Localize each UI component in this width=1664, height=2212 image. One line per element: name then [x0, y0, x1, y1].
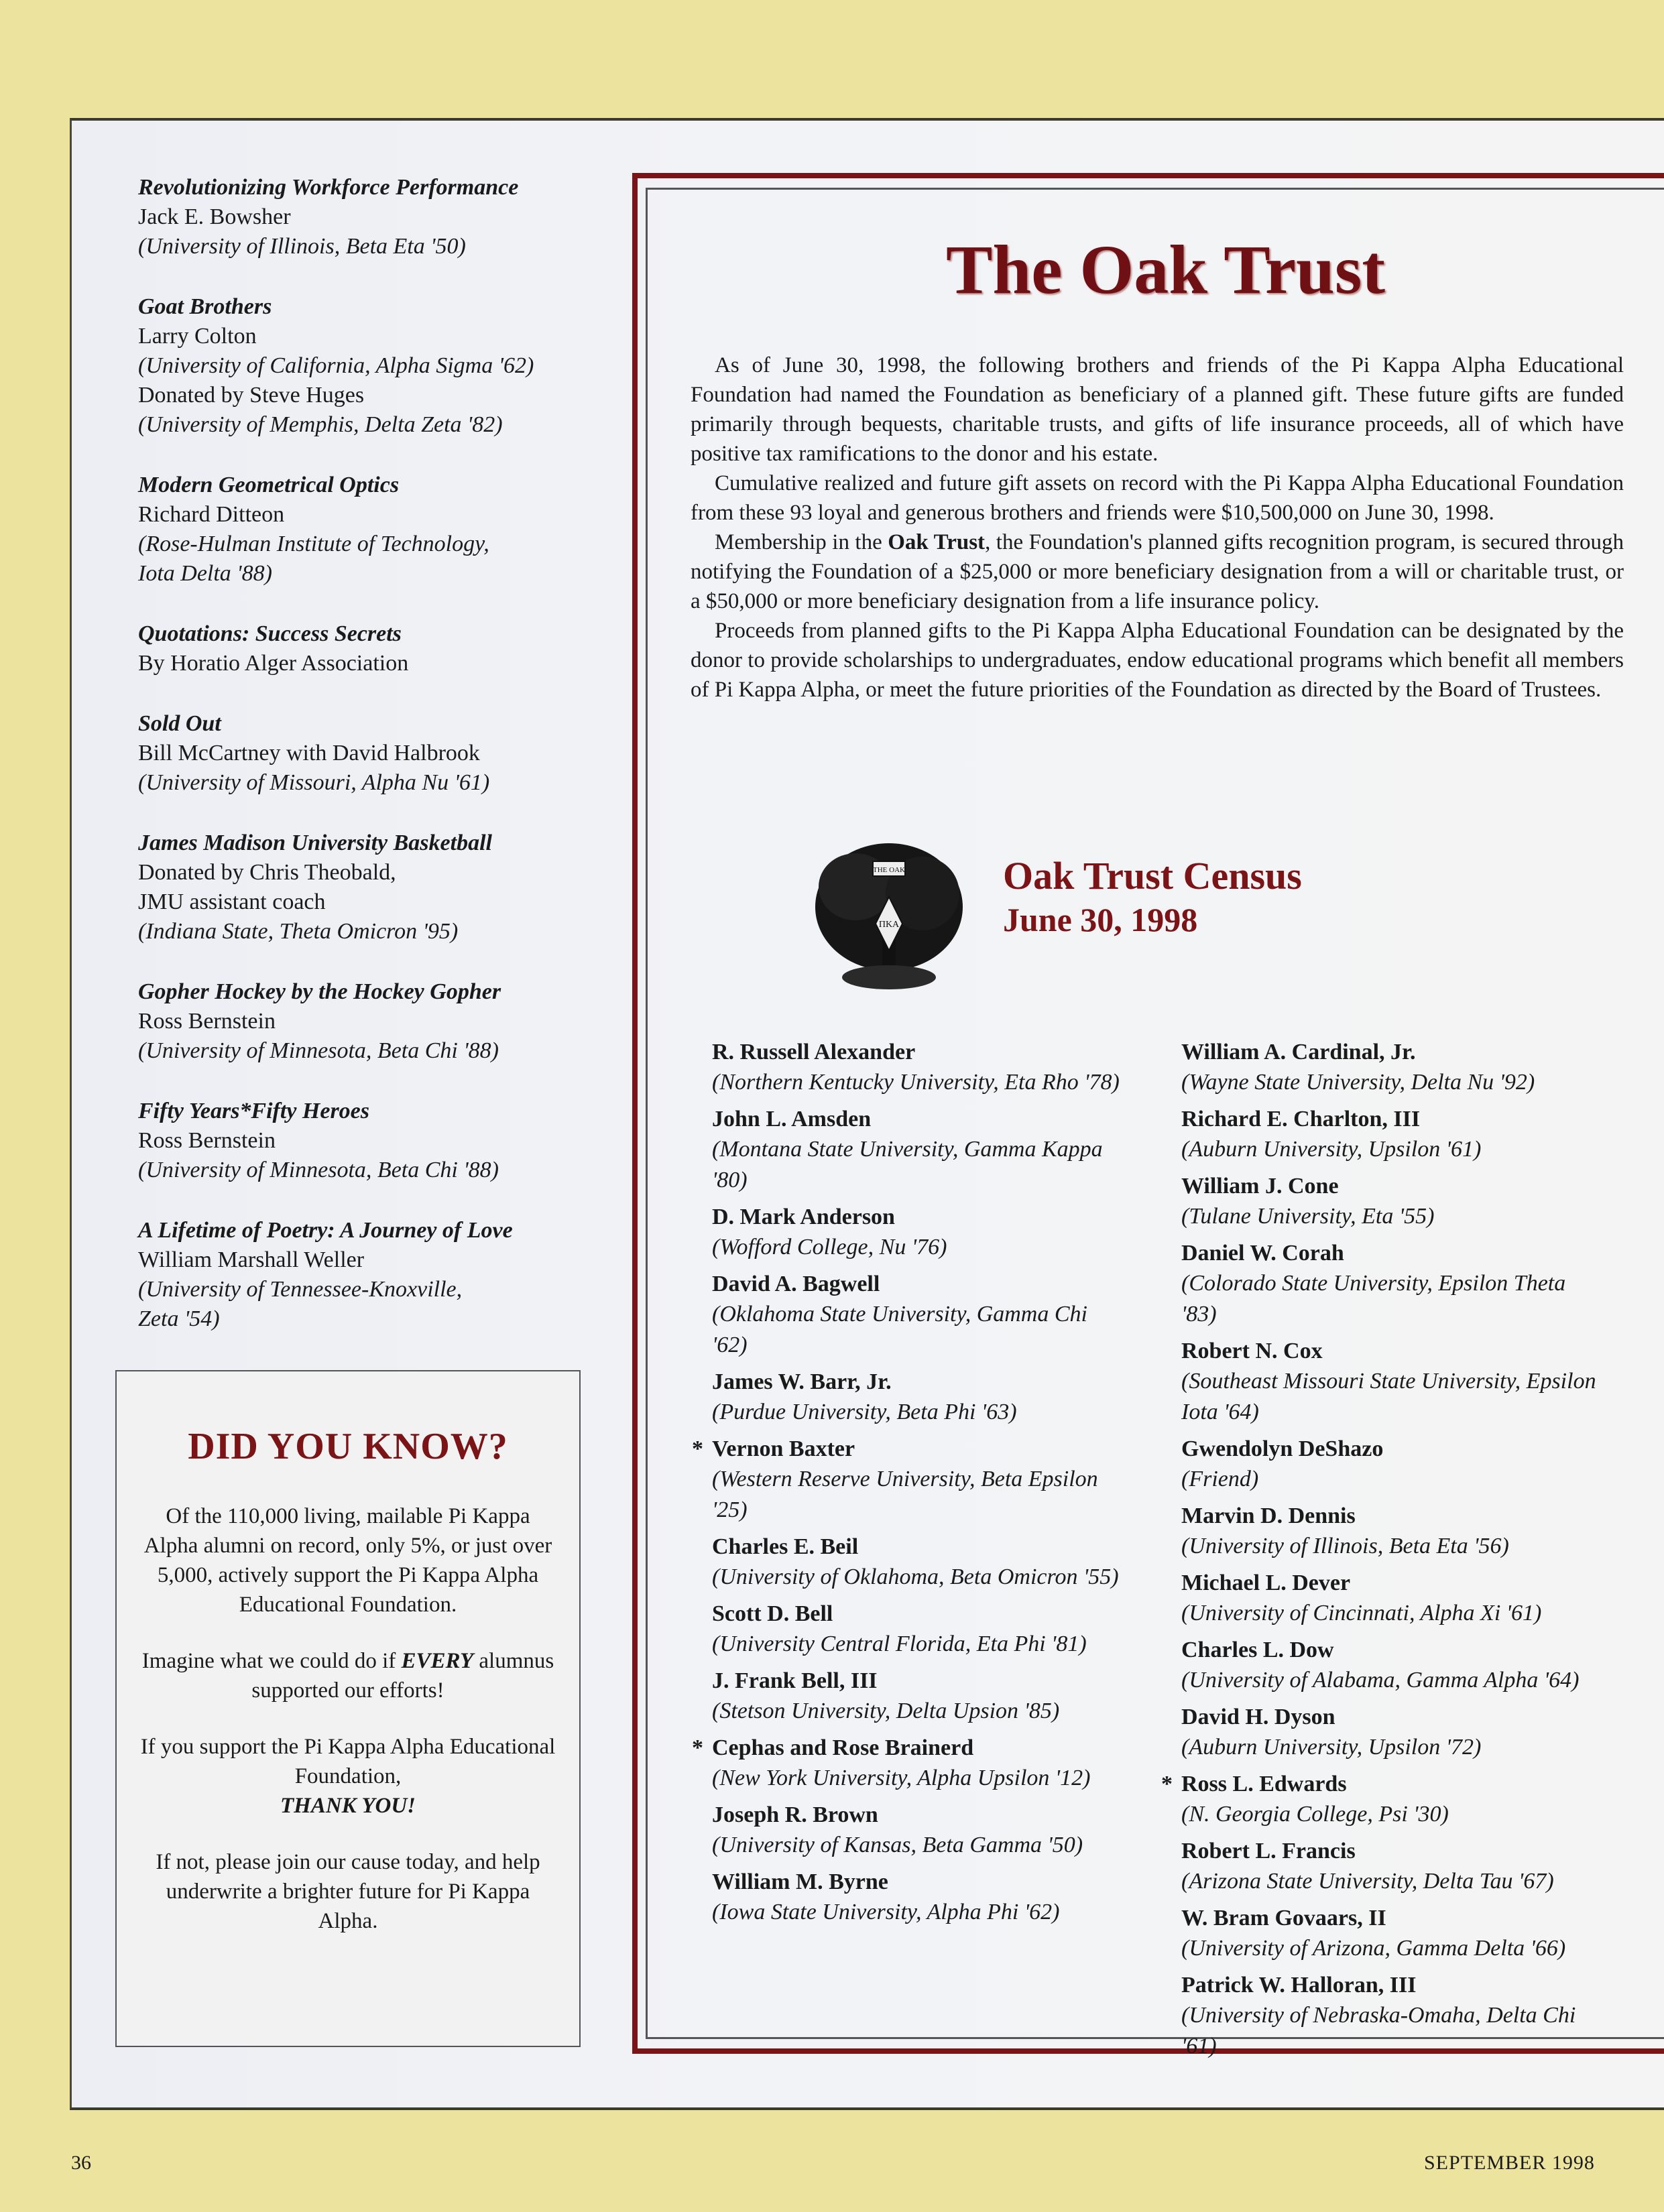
- book-author: By Horatio Alger Association: [138, 651, 409, 676]
- book-author: JMU assistant coach: [138, 889, 326, 914]
- book-donor: Donated by Steve Huges: [138, 383, 365, 408]
- member-affiliation: (Wayne State University, Delta Nu '92): [1181, 1070, 1535, 1095]
- oak-trust-bold: Oak Trust: [888, 530, 986, 554]
- book-entry: [138, 619, 594, 678]
- member-name: Robert L. Francis: [1181, 1839, 1356, 1863]
- text: alumnus supported our efforts!: [251, 1649, 554, 1703]
- emphasis-every: EVERY: [401, 1649, 474, 1673]
- member-name: William A. Cardinal, Jr.: [1181, 1040, 1416, 1064]
- oak-trust-frame: [632, 173, 1664, 2059]
- member-name: William J. Cone: [1181, 1174, 1339, 1199]
- book-title: Revolutionizing Workforce Performance: [138, 175, 519, 200]
- did-you-know-p3: [137, 1732, 559, 1821]
- member-affiliation: (University of Nebraska-Omaha, Delta Chi '61): [1181, 2003, 1576, 2059]
- member-affiliation: (Auburn University, Upsilon '61): [1181, 1137, 1482, 1162]
- thank-you: THANK YOU!: [280, 1794, 416, 1818]
- census-date: June 30, 1998: [1003, 901, 1198, 938]
- census-entry: [1181, 1501, 1597, 1562]
- member-affiliation: (Stetson University, Delta Upsion '85): [712, 1699, 1060, 1723]
- census-entry: [1181, 1172, 1597, 1232]
- book-author: William Marshall Weller: [138, 1247, 365, 1272]
- member-affiliation: (Wofford College, Nu '76): [712, 1235, 947, 1259]
- book-affiliation: (University of California, Alpha Sigma '62): [138, 353, 534, 378]
- member-affiliation: (Colorado State University, Epsilon Theta '83): [1181, 1271, 1566, 1327]
- census-entry: [1181, 1569, 1597, 1629]
- intro-paragraph-1: As of June 30, 1998, the following brothers and friends of the Pi Kappa Alpha Educational Foundation had named the Foundation as beneficiary of a planned gift. These future gifts are funded primarily through bequests, charitable trusts, and gifts of life insurance proceeds, all of which have positive tax ramifications to the donor and his estate.: [691, 353, 1624, 466]
- member-name: Patrick W. Halloran, III: [1181, 1973, 1417, 1998]
- census-header: [809, 833, 1412, 994]
- member-affiliation: (University of Illinois, Beta Eta '56): [1181, 1534, 1509, 1558]
- book-affiliation: (University of Minnesota, Beta Chi '88): [138, 1038, 499, 1063]
- member-affiliation: (Montana State University, Gamma Kappa '80): [712, 1137, 1103, 1192]
- census-entry: [1181, 1904, 1597, 1964]
- member-name: John L. Amsden: [712, 1107, 872, 1131]
- book-entry: [138, 1216, 594, 1334]
- census-column-1: [692, 1038, 1128, 1934]
- book-title: Gopher Hockey by the Hockey Gopher: [138, 979, 501, 1004]
- book-title: Goat Brothers: [138, 294, 272, 319]
- text: If you support the Pi Kappa Alpha Educational Foundation,: [140, 1735, 556, 1788]
- census-entry: [692, 1733, 1128, 1794]
- census-entry: [1181, 1636, 1597, 1696]
- member-affiliation: (University of Arizona, Gamma Delta '66): [1181, 1936, 1566, 1961]
- book-author: Ross Bernstein: [138, 1128, 276, 1153]
- book-entry: [138, 471, 594, 589]
- member-affiliation: (Iowa State University, Alpha Phi '62): [712, 1900, 1060, 1924]
- census-entry: [712, 1599, 1128, 1660]
- census-entry: [712, 1038, 1128, 1098]
- deceased-marker: *: [692, 1436, 703, 1461]
- member-affiliation: (Western Reserve University, Beta Epsilon '25): [712, 1467, 1098, 1522]
- member-name: Cephas and Rose Brainerd: [712, 1735, 974, 1760]
- book-author: Bill McCartney with David Halbrook: [138, 741, 480, 765]
- member-affiliation: (University of Kansas, Beta Gamma '50): [712, 1833, 1083, 1857]
- member-name: R. Russell Alexander: [712, 1040, 916, 1064]
- svg-text:THE OAK: THE OAK: [873, 866, 905, 874]
- issue-date: SEPTEMBER 1998: [1424, 2152, 1595, 2174]
- member-name: Joseph R. Brown: [712, 1802, 878, 1827]
- did-you-know-p1: Of the 110,000 living, mailable Pi Kappa Alpha alumni on record, only 5%, or just over 5,000, actively support the Pi Kappa Alpha Educational Foundation.: [143, 1504, 552, 1617]
- oak-tree-icon: [809, 833, 969, 994]
- book-author: Ross Bernstein: [138, 1009, 276, 1034]
- member-affiliation: (Southeast Missouri State University, Epsilon Iota '64): [1181, 1369, 1596, 1424]
- member-name: James W. Barr, Jr.: [712, 1369, 892, 1394]
- did-you-know-p2: [137, 1646, 559, 1705]
- member-name: Vernon Baxter: [712, 1436, 855, 1461]
- book-entry: [138, 709, 594, 798]
- member-affiliation: (University of Cincinnati, Alpha Xi '61): [1181, 1601, 1542, 1625]
- oak-trust-inner-border: [646, 188, 1664, 2059]
- member-affiliation: (University of Oklahoma, Beta Omicron '55): [712, 1564, 1119, 1589]
- member-name: Gwendolyn DeShazo: [1181, 1436, 1384, 1461]
- did-you-know-box: [115, 1370, 581, 2047]
- census-entry: [1181, 1105, 1597, 1165]
- did-you-know-p4: If not, please join our cause today, and help underwrite a brighter future for Pi Kappa Alpha.: [156, 1850, 540, 1933]
- book-author: Jack E. Bowsher: [138, 204, 291, 229]
- census-entry: [712, 1105, 1128, 1196]
- member-name: Daniel W. Corah: [1181, 1241, 1344, 1266]
- book-entry: [138, 173, 594, 261]
- book-author: Donated by Chris Theobald,: [138, 860, 396, 885]
- text: Imagine what we could do if: [141, 1649, 396, 1673]
- member-name: Robert N. Cox: [1181, 1339, 1323, 1363]
- census-entry: [712, 1532, 1128, 1593]
- member-name: William M. Byrne: [712, 1869, 888, 1894]
- book-author: Richard Ditteon: [138, 502, 285, 527]
- member-name: Charles E. Beil: [712, 1534, 859, 1559]
- member-name: D. Mark Anderson: [712, 1205, 895, 1229]
- census-entry: [712, 1270, 1128, 1361]
- oak-trust-intro: [691, 351, 1624, 704]
- book-title: Quotations: Success Secrets: [138, 621, 402, 646]
- census-entry: [712, 1666, 1128, 1727]
- member-name: W. Bram Govaars, II: [1181, 1906, 1386, 1930]
- deceased-marker: *: [692, 1735, 703, 1760]
- svg-text:ΠΚΑ: ΠΚΑ: [878, 920, 900, 930]
- census-entry: [712, 1367, 1128, 1428]
- did-you-know-heading: DID YOU KNOW?: [188, 1426, 508, 1467]
- member-name: Charles L. Dow: [1181, 1638, 1334, 1662]
- member-affiliation: (N. Georgia College, Psi '30): [1181, 1802, 1449, 1827]
- census-entry: [712, 1800, 1128, 1861]
- census-entry: [1181, 1434, 1597, 1495]
- book-entry: [138, 1097, 594, 1185]
- member-name: David H. Dyson: [1181, 1705, 1335, 1729]
- member-name: J. Frank Bell, III: [712, 1668, 878, 1693]
- member-name: Marvin D. Dennis: [1181, 1503, 1356, 1528]
- census-entry: [1181, 1971, 1597, 2062]
- book-author: Larry Colton: [138, 324, 257, 349]
- book-affiliation: (Indiana State, Theta Omicron '95): [138, 919, 459, 944]
- member-affiliation: (Arizona State University, Delta Tau '67): [1181, 1869, 1554, 1894]
- book-affiliation: (University of Tennessee-Knoxville,: [138, 1277, 463, 1302]
- book-donor-affiliation: (University of Memphis, Delta Zeta '82): [138, 412, 503, 437]
- book-entry: [138, 828, 594, 946]
- book-entry: [138, 977, 594, 1066]
- census-entry: [712, 1203, 1128, 1263]
- member-affiliation: (Purdue University, Beta Phi '63): [712, 1400, 1017, 1424]
- census-entry: [692, 1434, 1128, 1526]
- member-affiliation: (Tulane University, Eta '55): [1181, 1204, 1435, 1229]
- census-entry: [1181, 1038, 1597, 1098]
- member-name: Ross L. Edwards: [1181, 1772, 1347, 1796]
- book-list: [138, 173, 594, 1365]
- member-name: Michael L. Dever: [1181, 1571, 1351, 1595]
- census-entry: [712, 1867, 1128, 1928]
- census-entry: [1161, 1770, 1597, 1830]
- member-name: Scott D. Bell: [712, 1601, 833, 1626]
- intro-paragraph-3: [691, 528, 1624, 616]
- text: , the Foundation's planned gifts recognition program, is secured through notifying the Foundation of a $25,000 or more beneficiary designation from a will or charitable trust, or a $50,000 or more beneficiary designation from a life insurance policy.: [691, 530, 1624, 613]
- book-entry: [138, 292, 594, 440]
- member-name: Richard E. Charlton, III: [1181, 1107, 1421, 1131]
- page-title: The Oak Trust: [946, 231, 1385, 308]
- book-title: James Madison University Basketball: [138, 831, 492, 855]
- book-title: Modern Geometrical Optics: [138, 473, 400, 497]
- member-name: David A. Bagwell: [712, 1272, 880, 1296]
- intro-paragraph-4: Proceeds from planned gifts to the Pi Kappa Alpha Educational Foundation can be designated by the donor to provide scholarships to undergraduates, endow educational programs which benefit all members of Pi Kappa Alpha, or meet the future priorities of the Foundation as directed by the Board of Trustees.: [691, 619, 1624, 702]
- census-column-2: [1161, 1038, 1597, 2069]
- census-entry: [1181, 1337, 1597, 1428]
- book-title: Sold Out: [138, 711, 221, 736]
- member-affiliation: (Oklahoma State University, Gamma Chi '62): [712, 1302, 1087, 1357]
- member-affiliation: (University Central Florida, Eta Phi '81): [712, 1632, 1087, 1656]
- member-affiliation: (Auburn University, Upsilon '72): [1181, 1735, 1482, 1760]
- deceased-marker: *: [1161, 1772, 1173, 1796]
- member-affiliation: (Northern Kentucky University, Eta Rho '78): [712, 1070, 1120, 1095]
- book-affiliation: Zeta '54): [138, 1306, 220, 1331]
- book-affiliation: (University of Missouri, Alpha Nu '61): [138, 770, 490, 795]
- book-affiliation: (University of Minnesota, Beta Chi '88): [138, 1158, 499, 1182]
- text: Membership in the: [715, 530, 882, 554]
- book-affiliation: (Rose-Hulman Institute of Technology,: [138, 532, 489, 556]
- member-affiliation: (New York University, Alpha Upsilon '12): [712, 1766, 1091, 1790]
- census-entry: [1181, 1703, 1597, 1763]
- book-title: A Lifetime of Poetry: A Journey of Love: [138, 1218, 513, 1243]
- census-entry: [1181, 1837, 1597, 1897]
- page-number: 36: [71, 2152, 91, 2174]
- member-affiliation: (University of Alabama, Gamma Alpha '64): [1181, 1668, 1580, 1693]
- member-affiliation: (Friend): [1181, 1467, 1259, 1491]
- book-affiliation: (University of Illinois, Beta Eta '50): [138, 234, 466, 259]
- census-entry: [1181, 1239, 1597, 1330]
- census-title: Oak Trust Census: [1003, 854, 1302, 898]
- book-title: Fifty Years*Fifty Heroes: [138, 1099, 369, 1123]
- book-affiliation: Iota Delta '88): [138, 561, 272, 586]
- intro-paragraph-2: Cumulative realized and future gift assets on record with the Pi Kappa Alpha Educational Foundation from these 93 loyal and generous brothers and friends were $10,500,000 on June 30, 1998.: [691, 471, 1624, 525]
